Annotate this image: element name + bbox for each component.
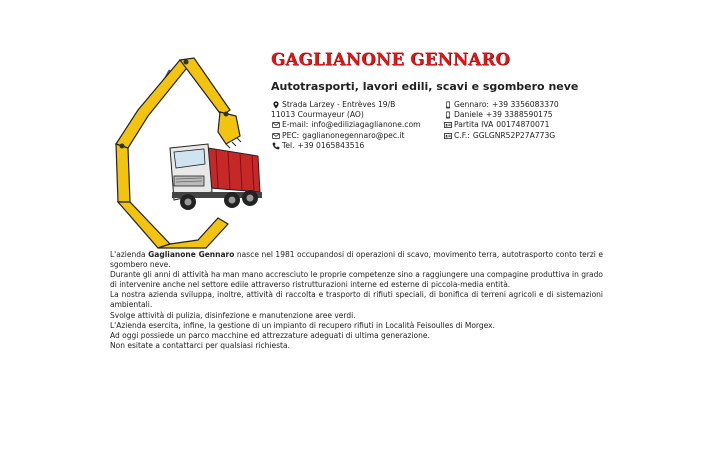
description-paragraph: Ad oggi possiede un parco macchine ed attrezzature adeguati di ultima generazione. — [110, 330, 430, 340]
tel-label: Tel. — [282, 140, 295, 150]
tel-link[interactable]: +39 0165843516 — [297, 140, 365, 150]
pec-row — [271, 131, 421, 141]
address-line2: 11013 Courmayeur (AO) — [271, 110, 364, 120]
gennaro-phone-row — [443, 100, 559, 110]
email-label: E-mail: — [282, 120, 309, 130]
id-card-icon — [443, 131, 452, 140]
gennaro-label: Gennaro: — [454, 100, 489, 109]
email-row — [271, 120, 421, 130]
daniele-label: Daniele — [454, 110, 483, 120]
address-row-2 — [271, 110, 421, 120]
address-row — [271, 100, 421, 110]
cf-label: C.F.: — [454, 130, 470, 140]
description-paragraph: Durante gli anni di attività ha man mano accresciuto le proprie competenze sino a raggiungere una compagine produttiva in grado di intervenire anche nel settore edile attraverso ristrutturazioni interne ed esterne di piccola-media entità. — [110, 270, 603, 290]
map-marker-icon — [271, 101, 280, 110]
email-link[interactable]: info@ediliziagaglianone.com — [311, 120, 421, 130]
pec-link[interactable]: gaglianonegennaro@pec.it — [302, 130, 405, 140]
company-subtitle: Autotrasporti, lavori edili, scavi e sgombero neve — [271, 80, 579, 93]
id-card-icon — [443, 121, 452, 130]
phone-icon — [271, 141, 280, 150]
piva-value: 00174870071 — [496, 120, 550, 130]
description-paragraph — [110, 250, 603, 270]
company-description — [110, 250, 603, 351]
description-text: nasce nel 1981 occupandosi di operazioni di scavo, movimento terra, autotrasporto conto terzi e sgombero neve. — [110, 250, 603, 270]
description-paragraph: L'Azienda esercita, infine, la gestione di un impianto di recupero rifiuti in Località Feisoulles di Morgex. — [110, 320, 495, 330]
tel-row — [271, 141, 421, 151]
contacts-right-column — [443, 100, 559, 141]
daniele-phone-link[interactable]: +39 3388590175 — [485, 110, 553, 120]
mobile-phone-icon — [443, 111, 452, 120]
envelope-icon — [271, 121, 280, 130]
cf-value: GGLGNR52P27A773G — [472, 130, 556, 140]
description-paragraph: Svolge attività di pulizia, disinfezione e manutenzione aree verdi. — [110, 310, 356, 320]
cf-row — [443, 131, 559, 141]
piva-row — [443, 120, 559, 130]
address-line1: Strada Larzey - Entrèves 19/B — [282, 100, 396, 109]
piva-label: Partita IVA — [454, 120, 494, 130]
excavator-truck-illustration — [108, 52, 268, 250]
description-prefix: L'azienda — [110, 250, 149, 259]
contacts-left-column — [271, 100, 421, 151]
description-paragraph: Non esitate a contattarci per qualsiasi richiesta. — [110, 340, 290, 350]
gennaro-phone-link[interactable]: +39 3356083370 — [492, 100, 559, 109]
mobile-phone-icon — [443, 101, 452, 110]
company-name-bold: Gaglianone Gennaro — [148, 250, 235, 259]
description-paragraph: La nostra azienda sviluppa, inoltre, attività di raccolta e trasporto di rifiuti speciali, di bonifica di terreni agricoli e di sistemazioni ambientali. — [110, 290, 603, 310]
envelope-icon — [271, 131, 280, 140]
company-logo — [108, 52, 268, 250]
company-title: GAGLIANONE GENNARO — [271, 50, 511, 69]
daniele-phone-row — [443, 110, 559, 120]
pec-label: PEC: — [282, 130, 300, 140]
